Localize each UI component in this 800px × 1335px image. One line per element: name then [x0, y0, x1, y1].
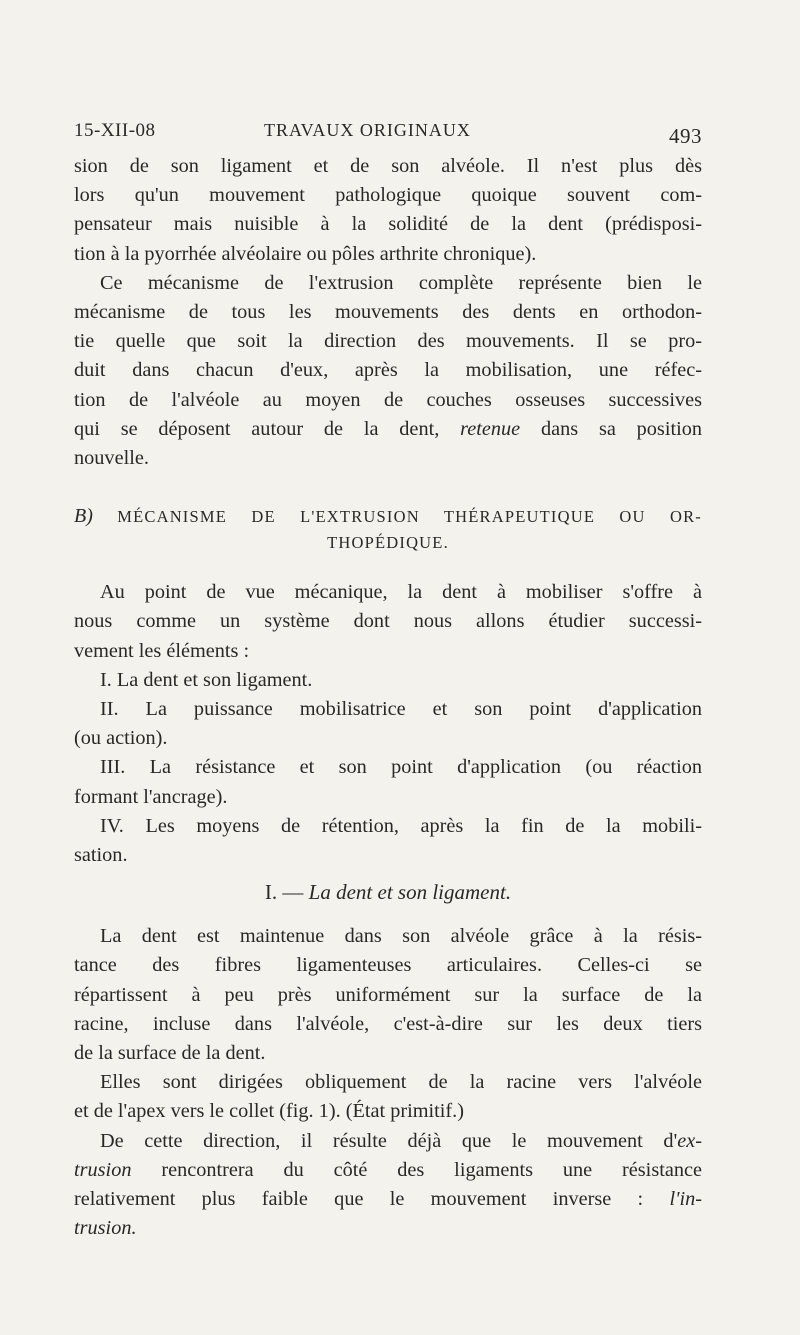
text-line — [74, 1127, 702, 1156]
text-line: lors qu'un mouvement pathologique quoique souvent com- — [74, 184, 702, 207]
section-title-line — [74, 503, 702, 530]
text-line — [74, 1185, 702, 1214]
text-line: et de l'apex vers le collet (fig. 1). (État primitif.) — [74, 1100, 464, 1123]
paragraph-1 — [74, 152, 702, 269]
text-line: nouvelle. — [74, 447, 149, 470]
text-line: (ou action). — [74, 727, 168, 750]
text-line: III. La résistance et son point d'application (ou réaction — [100, 756, 702, 779]
section-title-text: MÉCANISME DE L'EXTRUSION THÉRAPEUTIQUE OU OR- — [117, 507, 702, 527]
paragraph-6 — [74, 1127, 702, 1244]
text-line: duit dans chacun d'eux, après la mobilisation, une réfec- — [74, 359, 702, 382]
text-line: II. La puissance mobilisatrice et son point d'application — [100, 698, 702, 721]
text-line: Au point de vue mécanique, la dent à mobiliser s'offre à — [100, 581, 702, 604]
text-line: tion à la pyorrhée alvéolaire ou pôles arthrite chronique). — [74, 242, 537, 265]
text-run: dans sa position — [540, 417, 703, 440]
text-line: vement les éléments : — [74, 639, 250, 662]
page-number: 493 — [669, 124, 702, 148]
text-line: I. La dent et son ligament. — [100, 668, 313, 691]
text-line — [74, 1156, 702, 1185]
list-item-2 — [74, 695, 702, 753]
text-line: tion de l'alvéole au moyen de couches osseuses successives — [74, 388, 702, 411]
list-item-4 — [74, 812, 702, 870]
text-line: sation. — [74, 844, 128, 867]
text-line: répartissent à peu près uniformément sur la surface de la — [74, 983, 702, 1006]
text-line: racine, incluse dans l'alvéole, c'est-à-dire sur les deux tiers — [74, 1012, 702, 1035]
text-run: De cette direction, il résulte déjà que le mouvement d' — [100, 1129, 678, 1152]
section-title-line: THOPÉDIQUE. — [327, 533, 449, 553]
list-item-3 — [74, 753, 702, 811]
emphasis-retenue: retenue — [460, 417, 521, 440]
text-line: Ce mécanisme de l'extrusion complète représente bien le — [100, 271, 702, 294]
text-run: rencontrera du côté des ligaments une résistance — [131, 1158, 702, 1181]
paragraph-4 — [74, 922, 702, 1068]
subsection-heading — [74, 876, 702, 908]
text-line: tie quelle que soit la direction des mouvements. Il se pro- — [74, 330, 702, 353]
issue-date: 15-XII-08 — [74, 120, 156, 141]
text-line — [74, 415, 702, 444]
paragraph-5 — [74, 1068, 702, 1126]
subsection-title: La dent et son ligament. — [308, 880, 512, 905]
text-line: IV. Les moyens de rétention, après la fin de la mobili- — [100, 814, 702, 837]
text-line: La dent est maintenue dans son alvéole grâce à la résis- — [100, 925, 702, 948]
text-run: relativement plus faible que le mouvement inverse : — [74, 1188, 644, 1211]
text-run: qui se déposent autour de la dent, — [74, 417, 440, 440]
section-letter: B) — [74, 505, 93, 528]
book-page — [74, 118, 702, 1244]
paragraph-2 — [74, 269, 702, 473]
text-line: formant l'ancrage). — [74, 785, 228, 808]
emphasis-extrusion-cont: trusion — [74, 1158, 132, 1181]
text-line: tance des fibres ligamenteuses articulaires. Celles-ci se — [74, 954, 702, 977]
section-header: TRAVAUX ORIGINAUX — [264, 120, 471, 140]
text-line: mécanisme de tous les mouvements des dents en orthodon- — [74, 301, 702, 324]
text-line: sion de son ligament et de son alvéole. Il n'est plus dès — [74, 155, 702, 177]
emphasis-extrusion: ex- — [677, 1129, 702, 1152]
paragraph-3 — [74, 578, 702, 666]
list-item-1 — [74, 666, 702, 695]
text-line: nous comme un système dont nous allons étudier successi- — [74, 610, 702, 633]
emphasis-intrusion-cont: trusion. — [74, 1217, 137, 1240]
running-head — [74, 118, 702, 152]
text-line: Elles sont dirigées obliquement de la racine vers l'alvéole — [100, 1071, 702, 1094]
text-line — [74, 1214, 702, 1243]
subsection-number: I. — — [264, 880, 304, 905]
text-line: pensateur mais nuisible à la solidité de la dent (prédisposi- — [74, 213, 702, 236]
text-line: de la surface de la dent. — [74, 1042, 266, 1065]
emphasis-intrusion: l'in- — [669, 1188, 702, 1211]
section-b-heading — [74, 503, 702, 556]
